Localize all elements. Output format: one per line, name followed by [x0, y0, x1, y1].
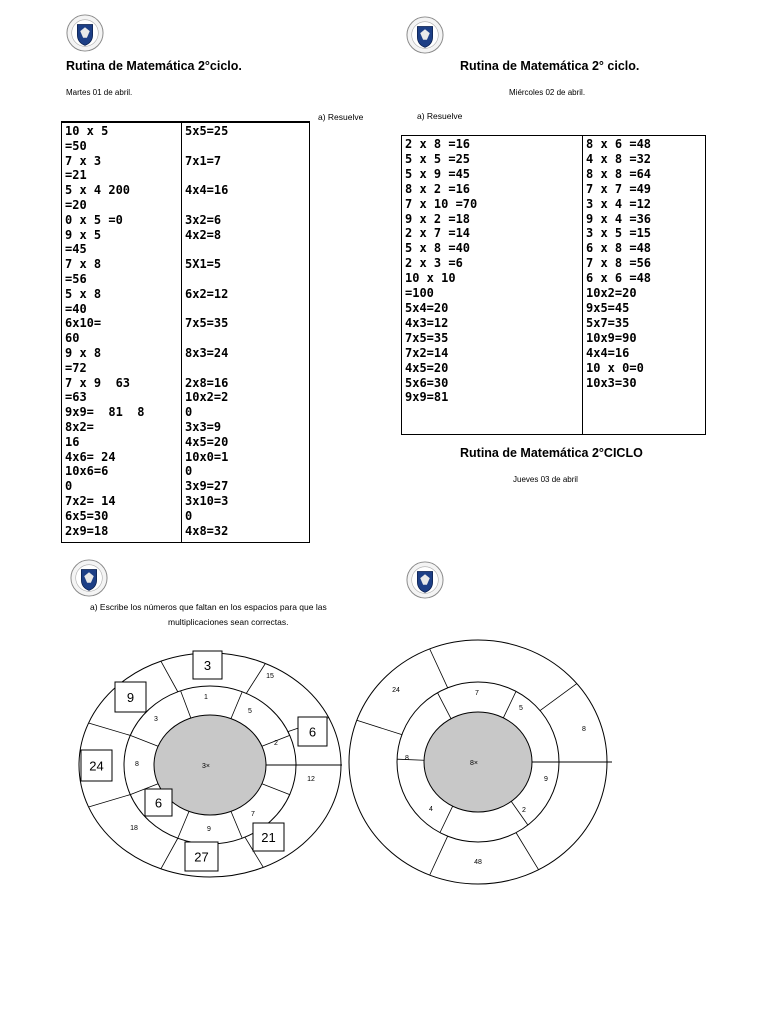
day1-left-cell: =20 [65, 197, 87, 212]
wheel1-spoke [89, 795, 131, 807]
wheel2-inner-number: 4 [429, 806, 433, 813]
wheel1-inner-number: 1 [204, 694, 208, 701]
day1-left-cell: 9x9= 81 8 [65, 405, 145, 420]
day1-left-cell: 2x9=18 [65, 523, 109, 538]
wheel2-spoke [503, 691, 516, 717]
day1-right-cell: 6x2=12 [185, 286, 229, 301]
day2-right-cell: 4 x 8 =32 [586, 151, 652, 166]
day1-left-cell: 0 [65, 479, 73, 494]
day2-left-column [405, 137, 477, 434]
school-crest-icon [406, 16, 444, 54]
wheel1-spoke [262, 784, 290, 795]
day2-left-cell: =100 [405, 286, 434, 301]
wheel1-inner-number: 7 [251, 811, 255, 818]
day1-left-cell: 8x2= [65, 419, 94, 434]
day3-date: Jueves 03 de abril [513, 475, 578, 484]
day1-left-cell: 7 x 8 [65, 257, 102, 272]
day1-right-cell [185, 168, 228, 183]
wheel1-spoke [246, 663, 265, 693]
day1-right-cell [185, 331, 228, 346]
day2-date: Miércoles 02 de abril. [509, 88, 586, 97]
wheel1-answer: 27 [194, 849, 209, 865]
day1-right-cell: 0 [185, 508, 193, 523]
day1-right-cell: 10x0=1 [185, 449, 229, 464]
day3-title: Rutina de Matemática 2°CICLO [460, 446, 643, 460]
day1-left-cell: 9 x 8 [65, 345, 102, 360]
day2-right-cell: 10 x 0=0 [586, 360, 644, 375]
wheel1-spoke [181, 691, 191, 718]
wheel1-spoke [130, 735, 158, 746]
day2-right-cell: 6 x 6 =48 [586, 271, 652, 286]
day2-left-cell: 5 x 8 =40 [405, 241, 471, 256]
day1-left-cell: 7x2= 14 [65, 493, 116, 508]
day2-right-cell: 10x2=20 [586, 286, 637, 301]
day1-right-cell: 4x5=20 [185, 434, 229, 449]
day2-left-cell: 5 x 9 =45 [405, 166, 471, 181]
wheel2-center-label: 8× [470, 760, 478, 767]
day1-left-cell: =50 [65, 138, 87, 153]
day1-right-cell [185, 198, 228, 213]
day2-right-cell: 6 x 8 =48 [586, 241, 652, 256]
wheel2-inner-number: 2 [522, 807, 526, 814]
day1-left-cell: 7 x 3 [65, 153, 102, 168]
day3-instruction-line1: a) Escribe los números que faltan en los espacios para que las [90, 602, 327, 612]
day1-left-cell: 10 x 5 [65, 124, 109, 138]
day2-right-cell: 7 x 7 =49 [586, 181, 652, 196]
day2-left-cell: 9x9=81 [405, 390, 449, 405]
wheel2-spoke [430, 836, 448, 875]
day1-left-cell: 5 x 8 [65, 286, 102, 301]
wheel-8x [349, 640, 612, 884]
wheel1-answer: 24 [89, 758, 104, 774]
day1-table [61, 121, 310, 543]
day2-left-cell: 4x5=20 [405, 360, 449, 375]
day1-right-cell [185, 242, 228, 257]
day2-left-cell: 2 x 8 =16 [405, 137, 471, 151]
wheel2-spoke [440, 806, 453, 832]
wheel2-inner-number: 9 [544, 776, 548, 783]
wheel2-spoke [438, 693, 452, 719]
day1-left-cell: 9 x 5 [65, 227, 102, 242]
day2-right-cell: 5x7=35 [586, 315, 630, 330]
day2-right-cell: 9 x 4 =36 [586, 211, 652, 226]
day2-title: Rutina de Matemática 2° ciclo. [460, 59, 640, 73]
day2-left-cell: 2 x 7 =14 [405, 226, 471, 241]
wheel2-spoke [397, 759, 424, 760]
day2-instruction: a) Resuelve [417, 111, 463, 121]
day1-right-cell: 3x9=27 [185, 479, 229, 494]
day1-right-cell: 0 [185, 405, 193, 420]
day2-left-cell: 8 x 2 =16 [405, 181, 471, 196]
day1-left-cell: 5 x 4 200 [65, 183, 131, 198]
school-crest-icon [406, 561, 444, 599]
day1-left-cell: 60 [65, 331, 80, 346]
wheel1-inner-number: 3 [154, 716, 158, 723]
day2-left-cell: 4x3=12 [405, 315, 449, 330]
day1-left-cell: =72 [65, 360, 87, 375]
wheel1-spoke [178, 811, 189, 838]
day1-right-cell [185, 361, 228, 376]
wheel2-inner-number: 8 [405, 755, 409, 762]
day1-left-cell: 6x10= [65, 316, 102, 331]
day2-left-cell: 10 x 10 [405, 271, 456, 286]
wheel2-outer-number: 48 [474, 859, 482, 866]
day1-date: Martes 01 de abril. [66, 88, 133, 97]
wheel1-answer: 6 [154, 795, 163, 811]
day2-right-column [586, 137, 651, 434]
wheel1-spoke [161, 661, 178, 692]
wheel1-answer: 9 [126, 690, 135, 705]
day2-left-cell: 2 x 3 =6 [405, 256, 463, 271]
day1-right-cell: 4x2=8 [185, 227, 222, 242]
day2-right-cell: 10x9=90 [586, 330, 637, 345]
wheel2-spoke [357, 720, 402, 734]
day1-right-cell [185, 139, 228, 154]
day1-left-cell: 6x5=30 [65, 508, 109, 523]
day1-left-column [65, 124, 144, 542]
wheel2-inner-number: 5 [519, 705, 523, 712]
day1-right-column [185, 124, 228, 542]
wheel-3x [79, 651, 342, 877]
day2-right-cell: 9x5=45 [586, 300, 630, 315]
day1-right-cell: 4x8=32 [185, 523, 229, 538]
day1-right-cell: 3x3=9 [185, 419, 222, 434]
wheel1-inner-number: 9 [207, 826, 211, 833]
day1-left-cell: 4x6= 24 [65, 449, 116, 464]
day1-right-cell: 2x8=16 [185, 375, 229, 390]
wheel2-inner-number: 7 [475, 690, 479, 697]
day2-right-cell: 3 x 4 =12 [586, 196, 652, 211]
day1-left-cell: =40 [65, 301, 87, 316]
school-crest-icon [70, 559, 108, 597]
day2-right-cell: 4x4=16 [586, 345, 630, 360]
day3-instruction-line2: multiplicaciones sean correctas. [168, 617, 289, 627]
wheel2-center-circle [424, 712, 532, 812]
day1-instruction: a) Resuelve [318, 112, 364, 122]
wheel1-spoke [89, 723, 131, 735]
wheel1-spoke [231, 692, 242, 719]
day1-right-cell: 5X1=5 [185, 257, 222, 272]
day1-right-cell: 7x5=35 [185, 316, 229, 331]
multiplication-wheels [0, 630, 768, 900]
day2-right-cell: 8 x 8 =64 [586, 166, 652, 181]
day1-right-cell: 0 [185, 464, 193, 479]
wheel1-spoke [161, 838, 178, 869]
day2-left-cell: 5x4=20 [405, 300, 449, 315]
day1-left-cell: 0 x 5 =0 [65, 212, 123, 227]
day2-left-cell: 5x6=30 [405, 375, 449, 390]
day2-left-cell: 7x2=14 [405, 345, 449, 360]
day1-right-cell: 4x4=16 [185, 183, 229, 198]
day1-left-cell: 16 [65, 434, 80, 449]
wheel1-spoke [231, 811, 242, 838]
day2-right-cell: 10x3=30 [586, 375, 637, 390]
day1-left-cell: 10x6=6 [65, 464, 109, 479]
wheel2-spoke [430, 649, 448, 688]
wheel1-inner-number: 2 [274, 740, 278, 747]
day2-left-cell: 7x5=35 [405, 330, 449, 345]
day2-right-cell: 7 x 8 =56 [586, 256, 652, 271]
day1-right-cell: 5x5=25 [185, 124, 229, 138]
day1-left-cell: =63 [65, 390, 87, 405]
wheel1-outer-number: 12 [307, 776, 315, 783]
wheel2-outer-number: 24 [392, 687, 400, 694]
day2-left-cell: 7 x 10 =70 [405, 196, 478, 211]
day1-right-cell: 3x10=3 [185, 493, 229, 508]
day1-left-cell: =56 [65, 271, 87, 286]
day2-right-cell: 8 x 6 =48 [586, 137, 652, 151]
day1-right-cell: 8x3=24 [185, 345, 229, 360]
day1-left-cell: =21 [65, 168, 87, 183]
wheel1-answer: 6 [308, 724, 317, 740]
wheel2-spoke [516, 833, 539, 870]
day1-right-cell: 10x2=2 [185, 390, 229, 405]
wheel1-answer: 21 [261, 830, 276, 845]
day1-title: Rutina de Matemática 2°ciclo. [66, 59, 242, 73]
day1-left-cell: 7 x 9 63 [65, 375, 131, 390]
wheel1-answer: 3 [203, 658, 212, 673]
day1-right-cell [185, 272, 228, 287]
school-crest-icon [66, 14, 104, 52]
day2-left-cell: 9 x 2 =18 [405, 211, 471, 226]
wheel1-inner-number: 8 [135, 761, 139, 768]
day2-left-cell: 5 x 5 =25 [405, 151, 471, 166]
day1-right-cell [185, 302, 228, 317]
day1-right-cell: 7x1=7 [185, 153, 222, 168]
wheel1-center-label: 3× [202, 763, 210, 770]
wheel1-inner-number: 5 [248, 708, 252, 715]
wheel1-outer-number: 18 [130, 825, 138, 832]
wheel1-outer-number: 15 [266, 673, 274, 680]
day1-right-cell: 3x2=6 [185, 212, 222, 227]
day2-table [401, 135, 706, 435]
wheel2-outer-number: 8 [582, 726, 586, 733]
day2-right-cell: 3 x 5 =15 [586, 226, 652, 241]
wheel2-spoke [540, 684, 577, 711]
day1-left-cell: =45 [65, 242, 87, 257]
